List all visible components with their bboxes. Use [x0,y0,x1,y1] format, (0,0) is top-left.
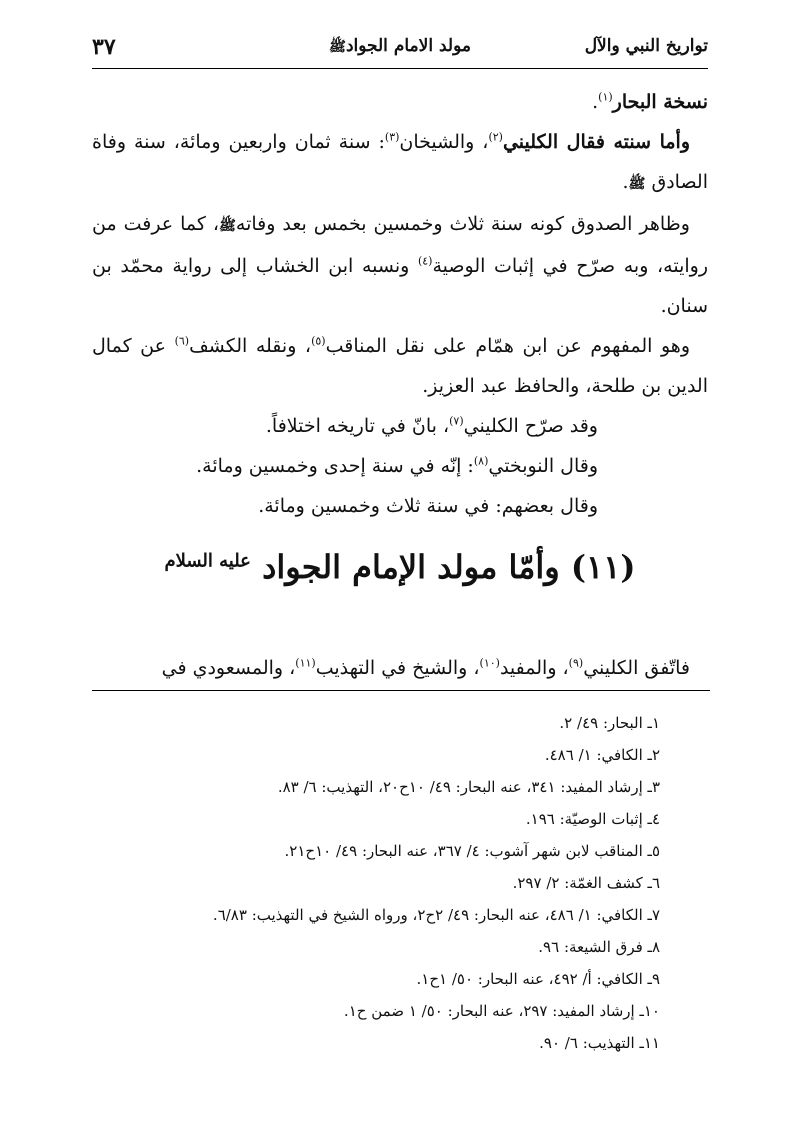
paragraph-1 [92,82,708,122]
running-header [92,30,708,64]
footnote-9: ٩ـ الكافي: أ/ ٤٩٢، عنه البحار: ٥٠/ ١ح١. [416,970,660,988]
paragraph-text: نسخة البحار [612,91,708,113]
paragraph-text: وهو المفهوم عن ابن همّام على نقل المناقب [325,335,690,357]
footnote-5: ٥ـ المناقب لابن شهر آشوب: ٤/ ٣٦٧، عنه البحار: ٤٩/ ١٠ح٢١. [284,842,660,860]
footnote-ref: (٧) [449,414,464,428]
footnote-rule [92,690,710,691]
page-number: ٣٧ [92,34,116,60]
paragraph-text: وقال النوبختي [488,455,598,477]
footnotes [92,707,660,1059]
footnote-ref: (٩) [568,656,584,670]
footnote-3: ٣ـ إرشاد المفيد: ٣٤١، عنه البحار: ٤٩/ ١٠ح٢٠، التهذيب: ٦/ ٨٣. [277,778,660,796]
footnote-ref: (١٠) [479,656,500,670]
paragraph-text: ، والمفيد [499,657,569,679]
footnote-ref: (٤) [417,254,433,268]
footnote-ref: (٦) [174,334,190,348]
footnote-2: ٢ـ الكافي: ١/ ٤٨٦. [544,746,660,764]
paragraph-text: ، والمسعودي في [161,657,296,679]
paragraph-text: ، والشيخ في التهذيب [315,657,480,679]
chapter-title [92,36,708,58]
book-title: تواريخ النبي والآل [584,36,708,56]
paragraph-text: : إنّه في سنة إحدى وخمسين ومائة. [196,455,474,477]
footnote-ref: (١١) [295,656,316,670]
footnote-ref: (٥) [311,334,326,348]
paragraph-text: ، بانّ في تاريخه اختلافاً. [265,415,450,437]
footnote-1: ١ـ البحار: ٤٩/ ٢. [559,714,660,732]
paragraph-text: . [592,91,599,113]
paragraph-7 [92,486,708,526]
footnote-8: ٨ـ فرق الشيعة: ٩٦. [538,938,660,956]
honorific-glyph: ﷺ [329,39,346,55]
body-text [92,82,708,526]
paragraph-2 [92,122,708,204]
footnote-ref: (٨) [473,454,489,468]
paragraph-text: ، كما عرفت من روايته، وبه صرّح في إثبات الوصية [92,213,708,277]
paragraph-text: ، ونقله الكشف [189,335,312,357]
footnote-10: ١٠ـ إرشاد المفيد: ٢٩٧، عنه البحار: ٥٠/ ١ ضمن ح١. [343,1002,660,1020]
honorific-glyph: ﷺ [628,176,646,192]
footnote-6: ٦ـ كشف الغمّة: ٢/ ٢٩٧. [512,874,660,892]
paragraph-text: وقد صرّح الكليني [463,415,598,437]
footnote-ref: (٢) [488,130,503,144]
paragraph-8 [92,648,708,688]
paragraph-text: ونسبه ابن الخشاب إلى رواية محمّد بن سنان. [92,255,708,317]
section-heading [92,548,708,586]
paragraph-lead: وأما سنته فقال الكليني [502,131,690,153]
paragraph-3 [92,204,708,326]
paragraph-text: وقال بعضهم: في سنة ثلاث وخمسين ومائة. [258,495,598,517]
footnote-4: ٤ـ إثبات الوصيّة: ١٩٦. [525,810,660,828]
honorific-glyph: عليه السلام [164,550,251,572]
header-rule [92,68,708,69]
footnote-ref: (١) [598,90,613,104]
footnote-ref: (٣) [384,130,400,144]
chapter-title-text: مولد الامام الجواد [345,36,471,56]
paragraph-text: وظاهر الصدوق كونه سنة ثلاث وخمسين بخمس بعد وفاته [235,213,690,235]
section-heading-text: (١١) وأمّا مولد الإمام الجواد [262,548,636,586]
paragraph-text: ، والشيخان [399,131,489,153]
paragraph-6 [92,446,708,486]
paragraph-text: : سنة ثمان واربعين ومائة، سنة وفاة الصادق [92,131,708,193]
section-opening-text [92,648,708,688]
paragraph-text: فاتّفق الكليني [583,657,690,679]
paragraph-4 [92,326,708,406]
paragraph-text: عن كمال الدين بن طلحة، والحافظ عبد العزيز. [92,335,708,397]
honorific-glyph: ﷺ [219,218,236,234]
footnote-11: ١١ـ التهذيب: ٦/ ٩٠. [539,1034,660,1052]
footnote-7: ٧ـ الكافي: ١/ ٤٨٦، عنه البحار: ٤٩/ ٢ح٢، ورواه الشيخ في التهذيب: ٦/٨٣. [212,906,660,924]
paragraph-text: . [622,171,629,193]
paragraph-5 [92,406,708,446]
